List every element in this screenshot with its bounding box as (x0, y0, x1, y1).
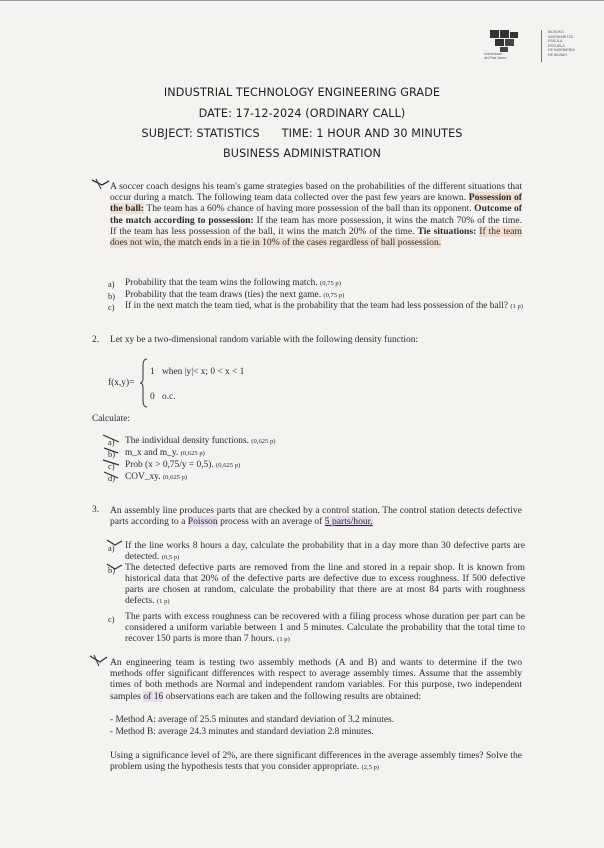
pen-checkmark (90, 177, 112, 191)
university-name: Universidad del País Vasco (484, 52, 507, 60)
q4-closing: Using a significance level of 2%, are there significant differences in the average assembly times? Solve the problem using the hypothesis tests that you consider appropriate. (2,5 p) (110, 750, 522, 773)
header-date: DATE: 17-12-2024 (ORDINARY CALL) (198, 107, 406, 120)
university-logo (480, 26, 530, 70)
q3-item-c-label: c) (108, 615, 115, 624)
q3-statement: An assembly line produces parts that are checked by a control station. The control station detects defective parts according to a Poisson process with an average of 5 parts/hour. (110, 505, 522, 528)
q2-number: 2. (92, 335, 100, 345)
school-name: BILBOKO INGENIARITZA ESKOLA ESCUELA DE INGENIERÍA DE BILBAO (548, 30, 575, 57)
q1-item-c: If in the next match the team tied, what is the probability that the team had less possession of the ball? (1 p) (125, 301, 523, 311)
q2-item-d: COV_xy. (0,625 p) (125, 472, 188, 482)
q2-case1-value: 1 (150, 367, 155, 377)
q2-case2-condition: o.c. (162, 392, 176, 402)
q1-statement: A soccer coach designs his team's game strategies based on the probabilities of the different situations that occur during a match. The following team data collected over the past few years are known. Possession of the ball: The team has a 60% chance of having more possession of the ball than its opponent. Outcome of the match according to possession: If the team has more possession, it wins the match 70% of the time. If the team has less possession of the ball, it wins the match 20% of the time. Tie situations: If the team does not win, the match ends in a tie in 10% of the cases regardless of ball possession. (110, 181, 522, 249)
q3-item-a-label: a) (108, 544, 115, 553)
q2-item-c-label: c) (108, 462, 115, 471)
q2-item-c: Prob (x > 0,75/y = 0,5). (0,625 p) (125, 460, 241, 470)
header-business: BUSINESS ADMINISTRATION (223, 147, 381, 160)
q2-brace (140, 358, 148, 408)
scan-edge (0, 0, 604, 1)
q1-item-b: Probability that the team draws (ties) the next game. (0,75 p) (125, 290, 345, 300)
header-degree: INDUSTRIAL TECHNOLOGY ENGINEERING GRADE (163, 86, 441, 99)
q3-number: 3. (92, 505, 100, 515)
q2-statement: Let xy be a two-dimensional random variable with the following density function: (110, 335, 419, 345)
q2-case2-value: 0 (150, 392, 155, 402)
header-subject-time: SUBJECT: STATISTICS TIME: 1 HOUR AND 30 MINUTES (141, 127, 463, 140)
q2-calculate: Calculate: (92, 414, 131, 424)
q3-item-a: If the line works 8 hours a day, calculate the probability that in a day more than 30 defective parts are detected. (0,5 p) (125, 540, 525, 562)
q3-item-b: The detected defective parts are removed from the line and stored in a repair shop. It is known from historical data that 20% of the defective parts are defective due to excess roughness. If 500 defective parts are chosen at random, calculate the probability that there are at most 84 parts with roughness defects. (1 p) (125, 562, 525, 606)
q1-item-c-label: c) (108, 303, 115, 312)
q2-item-b: m_x and m_y. (0,625 p) (125, 448, 205, 458)
q2-fxy: f(x,y)= (108, 378, 135, 388)
pen-checkmark-q4 (88, 653, 110, 669)
q3-item-b-label: b) (108, 566, 115, 575)
q2-item-b-label: b) (108, 450, 115, 459)
q2-case1-condition: when |y|< x; 0 < x < 1 (162, 367, 245, 377)
logo-divider (541, 30, 542, 62)
q4-method-a: - Method A: average of 25.5 minutes and standard deviation of 3.2 minutes. (110, 715, 395, 725)
q3-item-c: The parts with excess roughness can be recovered with a filing process whose duration per part can be considered a uniform variable between 1 and 5 minutes. Calculate the probability that the total time to recover 150 parts is more than 7 hours. (1 p) (125, 611, 525, 644)
q2-item-d-label: d) (108, 474, 115, 483)
q2-item-a: The individual density functions. (0,625 p) (125, 436, 276, 446)
q1-item-a-label: a) (108, 280, 115, 289)
q1-item-b-label: b) (108, 292, 115, 301)
q2-item-a-label: a) (108, 438, 115, 447)
q4-statement: An engineering team is testing two assembly methods (A and B) and wants to determine if the two methods offer significant differences with respect to average assembly times. Assume that the assembly times of both methods are Normal and independent random variables. For this purpose, two independent samples of 16 observations each are taken and the following results are obtained: (110, 657, 522, 702)
q4-method-b: - Method B: average 24.3 minutes and standard deviation 2.8 minutes. (110, 727, 374, 737)
q1-item-a: Probability that the team wins the following match. (0,75 p) (125, 278, 341, 288)
